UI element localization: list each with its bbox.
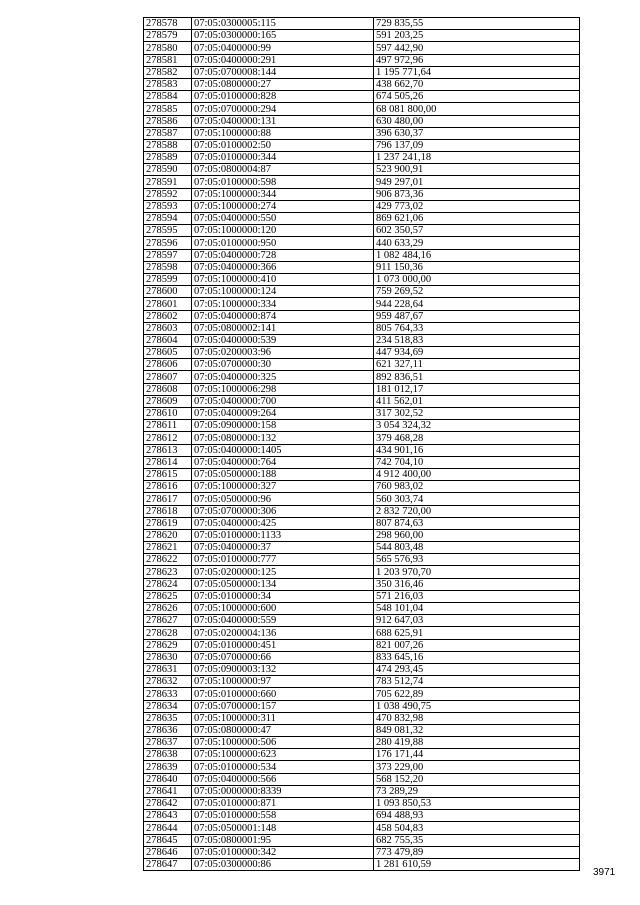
value-cell: 544 803,48 [374,542,580,554]
row-number-cell: 278639 [144,761,192,773]
value-cell: 4 912 400,00 [374,468,580,480]
cadastral-number-cell: 07:05:0100000:342 [192,846,374,858]
value-cell: 1 038 490,75 [374,700,580,712]
table-row [144,773,580,785]
row-number-cell: 278606 [144,359,192,371]
value-cell: 568 152,20 [374,773,580,785]
row-number-cell: 278636 [144,724,192,736]
row-number-cell: 278641 [144,785,192,797]
value-cell: 565 576,93 [374,554,580,566]
table-row [144,444,580,456]
value-cell: 796 137,09 [374,139,580,151]
cadastral-number-cell: 07:05:1000000:311 [192,712,374,724]
cadastral-number-cell: 07:05:0100002:50 [192,139,374,151]
cadastral-number-cell: 07:05:0100000:828 [192,91,374,103]
cadastral-number-cell: 07:05:0800002:141 [192,322,374,334]
row-number-cell: 278604 [144,334,192,346]
value-cell: 181 012,17 [374,383,580,395]
row-number-cell: 278593 [144,200,192,212]
cadastral-number-cell: 07:05:0200004:136 [192,627,374,639]
cadastral-number-cell: 07:05:0700000:294 [192,103,374,115]
value-cell: 470 832,98 [374,712,580,724]
table-row [144,298,580,310]
table-row [144,846,580,858]
value-cell: 1 203 970,70 [374,566,580,578]
value-cell: 630 480,00 [374,115,580,127]
cadastral-number-cell: 07:05:0400000:539 [192,334,374,346]
table-row [144,78,580,90]
table-row [144,737,580,749]
row-number-cell: 278646 [144,846,192,858]
value-cell: 434 901,16 [374,444,580,456]
cadastral-number-cell: 07:05:0100000:950 [192,237,374,249]
table-row [144,200,580,212]
value-cell: 474 293,45 [374,663,580,675]
value-cell: 396 630,37 [374,127,580,139]
cadastral-number-cell: 07:05:0500000:134 [192,578,374,590]
value-cell: 1 281 610,59 [374,858,580,870]
row-number-cell: 278621 [144,542,192,554]
cadastral-number-cell: 07:05:0200003:96 [192,347,374,359]
row-number-cell: 278647 [144,858,192,870]
table-row [144,810,580,822]
cadastral-number-cell: 07:05:0100000:777 [192,554,374,566]
table-row [144,188,580,200]
table-row [144,505,580,517]
row-number-cell: 278634 [144,700,192,712]
cadastral-number-cell: 07:05:0400000:425 [192,517,374,529]
cadastral-number-cell: 07:05:0100000:871 [192,798,374,810]
table-row [144,54,580,66]
cadastral-number-cell: 07:05:0400000:874 [192,310,374,322]
cadastral-number-cell: 07:05:1000000:334 [192,298,374,310]
cadastral-number-cell: 07:05:0700000:157 [192,700,374,712]
row-number-cell: 278626 [144,603,192,615]
cadastral-number-cell: 07:05:0400000:700 [192,395,374,407]
table-row [144,517,580,529]
row-number-cell: 278590 [144,164,192,176]
table-row [144,542,580,554]
row-number-cell: 278587 [144,127,192,139]
cadastral-number-cell: 07:05:0400000:764 [192,456,374,468]
row-number-cell: 278608 [144,383,192,395]
row-number-cell: 278645 [144,834,192,846]
cadastral-number-cell: 07:05:0400009:264 [192,408,374,420]
row-number-cell: 278617 [144,493,192,505]
value-cell: 602 350,57 [374,225,580,237]
cadastral-number-cell: 07:05:0300000:86 [192,858,374,870]
table-row [144,590,580,602]
cadastral-number-cell: 07:05:0400000:566 [192,773,374,785]
cadastral-number-cell: 07:05:0800000:47 [192,724,374,736]
table-row [144,749,580,761]
row-number-cell: 278633 [144,688,192,700]
value-cell: 849 081,32 [374,724,580,736]
value-cell: 176 171,44 [374,749,580,761]
table-row [144,834,580,846]
value-cell: 298 960,00 [374,529,580,541]
cadastral-number-cell: 07:05:0700000:30 [192,359,374,371]
value-cell: 280 419,88 [374,737,580,749]
row-number-cell: 278642 [144,798,192,810]
value-cell: 1 082 484,16 [374,249,580,261]
cadastral-number-cell: 07:05:0200000:125 [192,566,374,578]
cadastral-number-cell: 07:05:0100000:451 [192,639,374,651]
table-body [144,18,580,871]
cadastral-number-cell: 07:05:0700000:306 [192,505,374,517]
value-cell: 783 512,74 [374,676,580,688]
row-number-cell: 278589 [144,152,192,164]
table-row [144,639,580,651]
value-cell: 682 755,35 [374,834,580,846]
table-row [144,249,580,261]
table-row [144,603,580,615]
row-number-cell: 278611 [144,420,192,432]
table-row [144,261,580,273]
value-cell: 1 237 241,18 [374,152,580,164]
table-row [144,700,580,712]
cadastral-number-cell: 07:05:0400000:99 [192,42,374,54]
cadastral-number-cell: 07:05:0500000:96 [192,493,374,505]
cadastral-number-cell: 07:05:0400000:291 [192,54,374,66]
value-cell: 912 647,03 [374,615,580,627]
value-cell: 571 216,03 [374,590,580,602]
row-number-cell: 278614 [144,456,192,468]
value-cell: 68 081 800,00 [374,103,580,115]
value-cell: 949 297,01 [374,176,580,188]
value-cell: 3 054 324,32 [374,420,580,432]
row-number-cell: 278586 [144,115,192,127]
cadastral-number-cell: 07:05:0400000:1405 [192,444,374,456]
table-row [144,310,580,322]
value-cell: 759 269,52 [374,286,580,298]
row-number-cell: 278594 [144,213,192,225]
row-number-cell: 278627 [144,615,192,627]
value-cell: 411 562,01 [374,395,580,407]
row-number-cell: 278629 [144,639,192,651]
table-row [144,688,580,700]
row-number-cell: 278622 [144,554,192,566]
value-cell: 458 504,83 [374,822,580,834]
value-cell: 959 487,67 [374,310,580,322]
cadastral-number-cell: 07:05:1000000:97 [192,676,374,688]
row-number-cell: 278631 [144,663,192,675]
cadastral-number-cell: 07:05:0100000:558 [192,810,374,822]
row-number-cell: 278619 [144,517,192,529]
row-number-cell: 278638 [144,749,192,761]
table-row [144,66,580,78]
row-number-cell: 278607 [144,371,192,383]
cadastral-number-cell: 07:05:0000000:8339 [192,785,374,797]
table-row [144,432,580,444]
row-number-cell: 278603 [144,322,192,334]
value-cell: 350 316,46 [374,578,580,590]
value-cell: 729 835,55 [374,18,580,30]
cadastral-number-cell: 07:05:0900003:132 [192,663,374,675]
cadastral-number-cell: 07:05:0500000:188 [192,468,374,480]
value-cell: 773 479,89 [374,846,580,858]
value-cell: 944 228,64 [374,298,580,310]
value-cell: 688 625,91 [374,627,580,639]
value-cell: 621 327,11 [374,359,580,371]
row-number-cell: 278612 [144,432,192,444]
cadastral-number-cell: 07:05:0800000:27 [192,78,374,90]
row-number-cell: 278635 [144,712,192,724]
row-number-cell: 278620 [144,529,192,541]
table-row [144,225,580,237]
table-row [144,127,580,139]
table-row [144,493,580,505]
table-row [144,322,580,334]
row-number-cell: 278584 [144,91,192,103]
cadastral-number-cell: 07:05:0400000:325 [192,371,374,383]
row-number-cell: 278599 [144,273,192,285]
value-cell: 807 874,63 [374,517,580,529]
cadastral-number-cell: 07:05:1000000:344 [192,188,374,200]
table-row [144,115,580,127]
page-number: 3971 [593,867,616,878]
row-number-cell: 278630 [144,651,192,663]
value-cell: 760 983,02 [374,481,580,493]
value-cell: 805 764,33 [374,322,580,334]
table-row [144,152,580,164]
table-row [144,18,580,30]
cadastral-number-cell: 07:05:1000000:327 [192,481,374,493]
cadastral-number-cell: 07:05:1000000:623 [192,749,374,761]
value-cell: 523 900,91 [374,164,580,176]
table-row [144,42,580,54]
cadastral-number-cell: 07:05:0400000:131 [192,115,374,127]
value-cell: 429 773,02 [374,200,580,212]
table-row [144,286,580,298]
cadastral-number-cell: 07:05:0100000:1133 [192,529,374,541]
table-row [144,785,580,797]
value-cell: 234 518,83 [374,334,580,346]
row-number-cell: 278588 [144,139,192,151]
row-number-cell: 278578 [144,18,192,30]
table-row [144,554,580,566]
table-row [144,237,580,249]
value-cell: 911 150,36 [374,261,580,273]
row-number-cell: 278591 [144,176,192,188]
cadastral-number-cell: 07:05:0800000:132 [192,432,374,444]
table-row [144,529,580,541]
row-number-cell: 278623 [144,566,192,578]
value-cell: 674 505,26 [374,91,580,103]
cadastral-number-cell: 07:05:0300005:115 [192,18,374,30]
value-cell: 906 873,36 [374,188,580,200]
value-cell: 317 302,52 [374,408,580,420]
table-row [144,566,580,578]
row-number-cell: 278628 [144,627,192,639]
row-number-cell: 278609 [144,395,192,407]
row-number-cell: 278597 [144,249,192,261]
cadastral-number-cell: 07:05:0100000:344 [192,152,374,164]
value-cell: 73 289,29 [374,785,580,797]
table-row [144,91,580,103]
table-row [144,651,580,663]
row-number-cell: 278618 [144,505,192,517]
table-row [144,347,580,359]
value-cell: 591 203,25 [374,30,580,42]
row-number-cell: 278610 [144,408,192,420]
cadastral-number-cell: 07:05:0100000:598 [192,176,374,188]
cadastral-number-cell: 07:05:1000000:88 [192,127,374,139]
table-row [144,468,580,480]
table-row [144,213,580,225]
cadastral-number-cell: 07:05:0400000:366 [192,261,374,273]
cadastral-number-cell: 07:05:0400000:559 [192,615,374,627]
table-row [144,858,580,870]
table-row [144,712,580,724]
value-cell: 892 836,51 [374,371,580,383]
value-cell: 1 195 771,64 [374,66,580,78]
row-number-cell: 278596 [144,237,192,249]
cadastral-number-cell: 07:05:1000006:298 [192,383,374,395]
cadastral-number-cell: 07:05:0900000:158 [192,420,374,432]
row-number-cell: 278616 [144,481,192,493]
cadastral-number-cell: 07:05:0400000:728 [192,249,374,261]
value-cell: 379 468,28 [374,432,580,444]
row-number-cell: 278624 [144,578,192,590]
row-number-cell: 278580 [144,42,192,54]
cadastral-number-cell: 07:05:1000000:506 [192,737,374,749]
value-cell: 2 832 720,00 [374,505,580,517]
row-number-cell: 278579 [144,30,192,42]
table-row [144,676,580,688]
cadastral-number-cell: 07:05:0100000:34 [192,590,374,602]
table-row [144,798,580,810]
cadastral-table [143,17,580,871]
table-row [144,383,580,395]
table-row [144,395,580,407]
table-row [144,334,580,346]
table-row [144,164,580,176]
table-row [144,359,580,371]
table-row [144,663,580,675]
table-row [144,30,580,42]
cadastral-number-cell: 07:05:0300000:165 [192,30,374,42]
value-cell: 373 229,00 [374,761,580,773]
table-row [144,371,580,383]
cadastral-number-cell: 07:05:0700008:144 [192,66,374,78]
cadastral-number-cell: 07:05:0800004:87 [192,164,374,176]
table-row [144,408,580,420]
row-number-cell: 278592 [144,188,192,200]
value-cell: 694 488,93 [374,810,580,822]
row-number-cell: 278613 [144,444,192,456]
row-number-cell: 278643 [144,810,192,822]
table-row [144,481,580,493]
table-row [144,176,580,188]
row-number-cell: 278605 [144,347,192,359]
cadastral-number-cell: 07:05:1000000:410 [192,273,374,285]
row-number-cell: 278583 [144,78,192,90]
table-row [144,139,580,151]
value-cell: 438 662,70 [374,78,580,90]
cadastral-number-cell: 07:05:1000000:120 [192,225,374,237]
value-cell: 833 645,16 [374,651,580,663]
cadastral-number-cell: 07:05:0400000:37 [192,542,374,554]
value-cell: 447 934,69 [374,347,580,359]
row-number-cell: 278598 [144,261,192,273]
table-row [144,578,580,590]
cadastral-number-cell: 07:05:0500001:148 [192,822,374,834]
row-number-cell: 278585 [144,103,192,115]
row-number-cell: 278581 [144,54,192,66]
value-cell: 497 972,96 [374,54,580,66]
value-cell: 548 101,04 [374,603,580,615]
row-number-cell: 278637 [144,737,192,749]
table-row [144,627,580,639]
row-number-cell: 278600 [144,286,192,298]
table-row [144,615,580,627]
cadastral-number-cell: 07:05:1000000:124 [192,286,374,298]
value-cell: 742 704,10 [374,456,580,468]
value-cell: 1 073 000,00 [374,273,580,285]
row-number-cell: 278602 [144,310,192,322]
cadastral-number-cell: 07:05:0800001:95 [192,834,374,846]
value-cell: 869 621,06 [374,213,580,225]
row-number-cell: 278615 [144,468,192,480]
table-row [144,724,580,736]
table-row [144,822,580,834]
value-cell: 705 622,89 [374,688,580,700]
cadastral-number-cell: 07:05:0100000:660 [192,688,374,700]
table-row [144,103,580,115]
row-number-cell: 278595 [144,225,192,237]
value-cell: 1 093 850,53 [374,798,580,810]
row-number-cell: 278640 [144,773,192,785]
row-number-cell: 278644 [144,822,192,834]
value-cell: 597 442,90 [374,42,580,54]
table-row [144,273,580,285]
cadastral-number-cell: 07:05:0700000:66 [192,651,374,663]
value-cell: 560 303,74 [374,493,580,505]
row-number-cell: 278582 [144,66,192,78]
value-cell: 821 007,26 [374,639,580,651]
cadastral-number-cell: 07:05:0100000:534 [192,761,374,773]
cadastral-number-cell: 07:05:0400000:550 [192,213,374,225]
cadastral-number-cell: 07:05:1000000:600 [192,603,374,615]
row-number-cell: 278625 [144,590,192,602]
row-number-cell: 278601 [144,298,192,310]
table-row [144,761,580,773]
table-row [144,456,580,468]
table-row [144,420,580,432]
cadastral-number-cell: 07:05:1000000:274 [192,200,374,212]
value-cell: 440 633,29 [374,237,580,249]
row-number-cell: 278632 [144,676,192,688]
